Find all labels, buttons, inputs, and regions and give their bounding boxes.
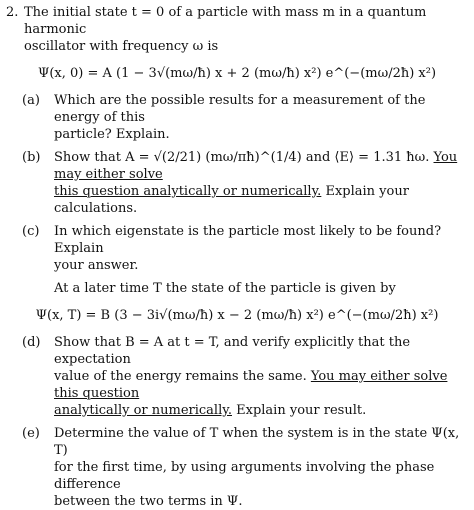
part-b-label: (b): [22, 150, 41, 165]
later-time-text: At a later time T the state of the particle is given by: [54, 281, 396, 296]
part-c-line-1: In which eigenstate is the particle most likely to be found? Explain: [54, 224, 442, 256]
part-a-line-2: particle? Explain.: [54, 127, 170, 142]
part-e: [6, 425, 468, 510]
part-d-line-1: Show that B = A at t = T, and verify explicitly that the expectation: [54, 335, 411, 367]
part-a: [6, 92, 468, 143]
part-b-line-2-underlined: this question analytically or numerically.: [54, 184, 322, 199]
part-d-line-2-text: value of the energy remains the same.: [54, 369, 311, 384]
part-e-line-2: for the first time, by using arguments involving the phase difference: [54, 460, 435, 492]
part-b-line-2-text: Explain your calculations.: [54, 184, 409, 216]
part-e-label: (e): [22, 426, 40, 441]
part-b-line-1-underlined: You may either solve: [54, 150, 458, 182]
part-a-line-1: Which are the possible results for a measurement of the energy of this: [54, 93, 426, 125]
later-state-equation: Ψ(x, T) = B (3 − 3i√(mω/ħ) x − 2 (mω/ħ) x²) e^(−(mω/2ħ) x²): [35, 308, 439, 323]
part-d-line-2-underlined: You may either solve this question: [54, 369, 448, 401]
part-d-line-3-underlined: analytically or numerically.: [54, 403, 232, 418]
part-e-line-1: Determine the value of T when the system is in the state Ψ(x, T): [54, 426, 460, 458]
initial-state-equation: Ψ(x, 0) = A (1 − 3√(mω/ħ) x + 2 (mω/ħ) x²) e^(−(mω/2ħ) x²): [37, 66, 437, 81]
part-d-line-3-text: Explain your result.: [232, 403, 367, 418]
problem-intro: [6, 4, 468, 55]
part-b: [6, 149, 468, 217]
intro-line-2: oscillator with frequency ω is: [24, 39, 219, 54]
part-a-label: (a): [22, 93, 40, 108]
part-b-line-1-text: Show that A = √(2/21) (mω/πħ)^(1/4) and ⟨E⟩ = 1.31 ħω.: [54, 150, 434, 165]
part-d: [6, 334, 468, 419]
intro-line-1: The initial state t = 0 of a particle with mass m in a quantum harmonic: [24, 5, 427, 37]
part-c-label: (c): [22, 224, 40, 239]
part-c-line-2: your answer.: [54, 258, 139, 273]
part-c: [6, 223, 468, 274]
part-e-line-3: between the two terms in Ψ.: [54, 494, 243, 509]
problem-number: 2.: [6, 5, 19, 20]
part-d-label: (d): [22, 335, 41, 350]
